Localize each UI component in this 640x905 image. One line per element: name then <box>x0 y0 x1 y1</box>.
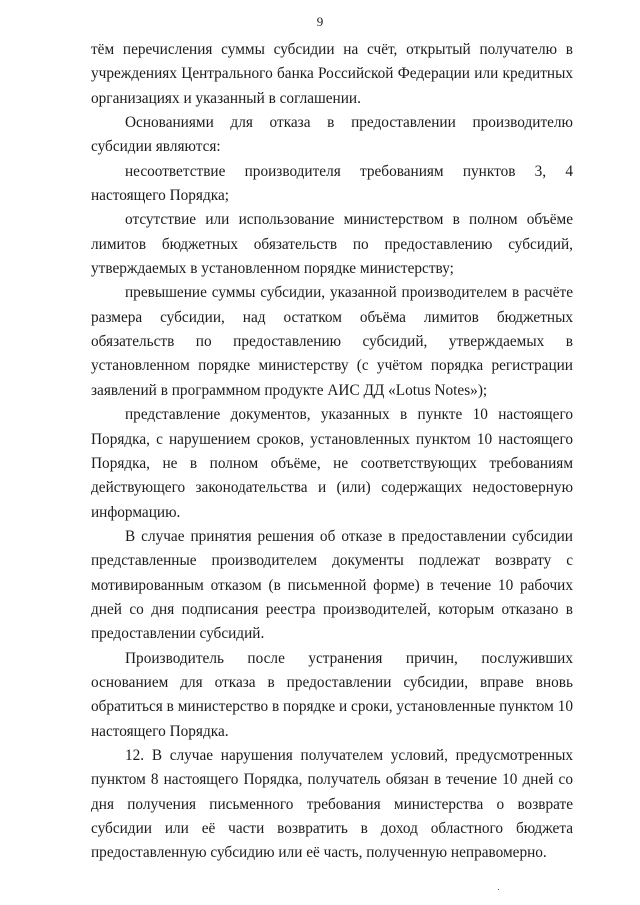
paragraph-ground-requirements-mismatch: несоответствие производителя требованиям пунктов 3, 4 настоящего Порядка; <box>91 162 573 205</box>
paragraph-ground-budget-limits: отсутствие или использование министерством в полном объёме лимитов бюджетных обязательств по предоставлению субсидий, утверждаемых в установленном порядке министерству; <box>91 211 573 278</box>
paragraph-item-12-refund: 12. В случае нарушения получателем условий, предусмотренных пунктом 8 настоящего Порядка, получатель обязан в течение 10 дней со дня получения письменного требования министерства о возврате субсидии или её части возвратить в доход областного бюджета предоставленную субсидию или её часть, полученную неправомерно. <box>91 746 573 862</box>
document-body <box>91 38 573 866</box>
paragraph-ground-amount-excess: превышение суммы субсидии, указанной производителем в расчёте размера субсидии, над остатком объёма лимитов бюджетных обязательств по предоставлению субсидий, утверждаемых в установленном порядке министерству (с учётом порядка регистрации заявлений в программном продукте АИС ДД «Lotus Notes»); <box>91 284 573 399</box>
paragraph-ground-documents: представление документов, указанных в пункте 10 настоящего Порядка, с нарушением сроков, установленных пунктом 10 настоящего Порядка, не в полном объёме, не соответствующих требованиям действующего законодательства и (или) содержащих недостоверную информацию. <box>91 406 573 521</box>
paragraph-documents-return: В случае принятия решения об отказе в предоставлении субсидии представленные производителем документы подлежат возврату с мотивированным отказом (в письменной форме) в течение 10 рабочих дней со дня подписания реестра производителей, которым отказано в предоставлении субсидий. <box>91 527 573 643</box>
scan-speck <box>498 889 499 890</box>
page-number: 9 <box>316 14 324 29</box>
paragraph-reapplication: Производитель после устранения причин, послуживших основанием для отказа в предоставлении субсидии, вправе вновь обратиться в министерство в порядке и сроки, установленные пунктом 10 настоящего Порядка. <box>91 649 573 740</box>
paragraph-payment-transfer: тём перечисления суммы субсидии на счёт, открытый получателю в учреждениях Центрального банка Российской Федерации или кредитных организациях и указанный в соглашении. <box>91 41 573 107</box>
paragraph-refusal-grounds: Основаниями для отказа в предоставлении производителю субсидии являются: <box>91 114 573 156</box>
